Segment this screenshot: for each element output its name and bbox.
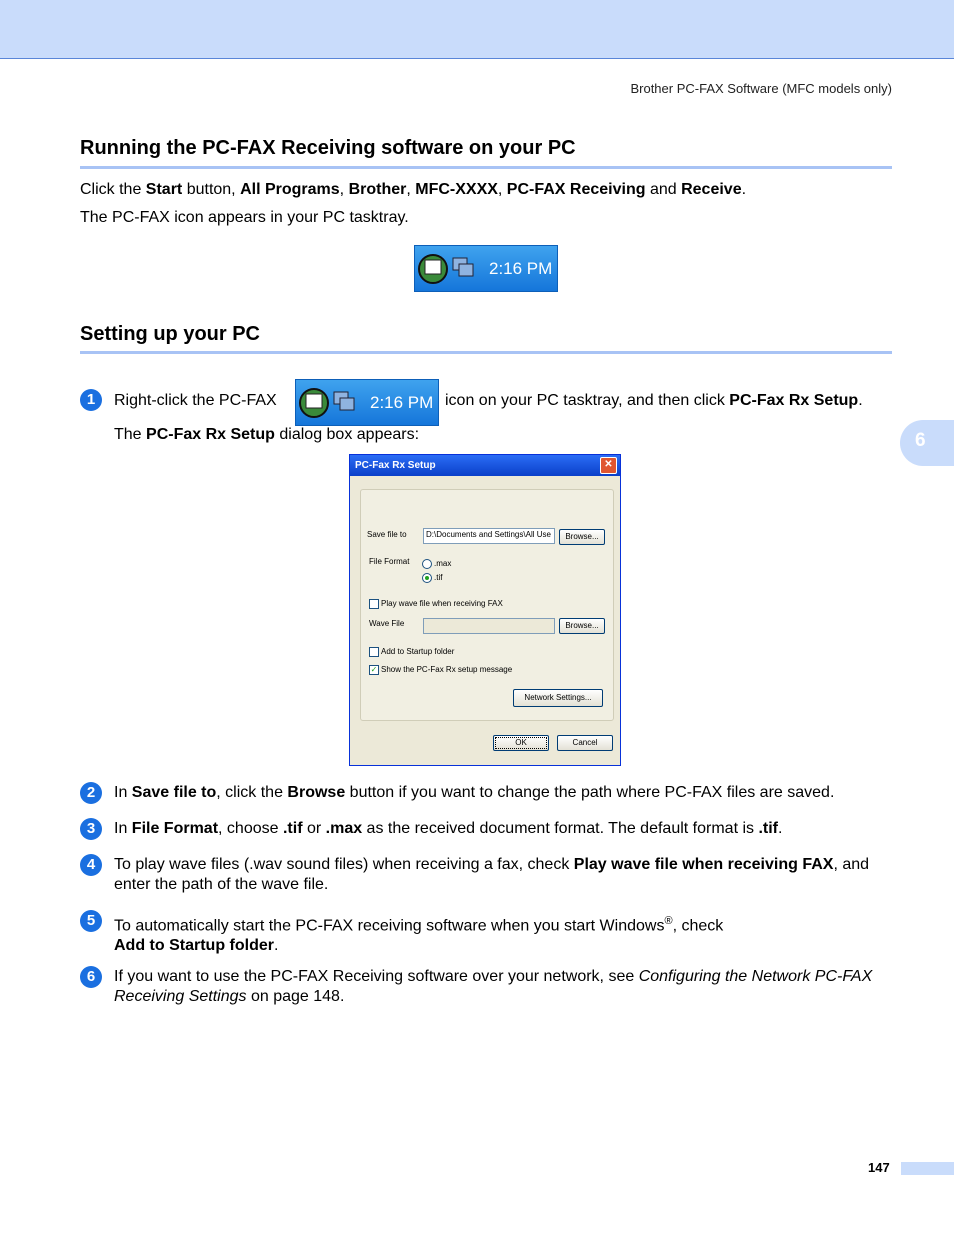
running-head: Brother PC-FAX Software (MFC models only) [630, 81, 892, 96]
text-run: .max [325, 820, 363, 837]
step-text [114, 783, 894, 803]
step-number: 5 [80, 910, 102, 932]
radio-max[interactable] [422, 559, 432, 569]
browse-wave-button[interactable]: Browse... [559, 618, 605, 634]
step-text [114, 967, 894, 1007]
text-run: File Format [131, 820, 219, 837]
text-run: PC-Fax Rx Setup [729, 392, 859, 409]
ok-button[interactable]: OK [493, 735, 549, 751]
tasktray-image [295, 379, 439, 426]
text-run: , click the [216, 784, 288, 801]
dialog-title: PC-Fax Rx Setup [355, 460, 436, 471]
show-message-label: Show the PC-Fax Rx setup message [381, 665, 513, 674]
text-run: , check [672, 917, 724, 935]
pc-fax-icon [417, 252, 477, 286]
text-run: icon on your PC tasktray, and then click [445, 392, 730, 409]
step-text [114, 855, 894, 895]
step-number: 1 [80, 389, 102, 411]
text-run: In [114, 784, 132, 801]
text-run: MFC-XXXX [415, 181, 498, 198]
text-run: button if you want to change the path where PC-FAX files are saved. [345, 784, 835, 801]
text-run: Receive [681, 181, 742, 198]
text-run: Configuring the Network PC-FAX Receiving Settings [114, 968, 873, 1005]
play-wave-checkbox[interactable] [369, 599, 379, 609]
text-run: All Programs [240, 181, 340, 198]
text-run: . [741, 181, 747, 198]
step-text [114, 819, 894, 839]
tasktray-note: The PC-FAX icon appears in your PC tasktray. [80, 209, 409, 226]
step-number: 4 [80, 854, 102, 876]
text-run: , choose [218, 820, 283, 837]
text-run: dialog box appears: [274, 426, 420, 443]
save-file-label: Save file to [367, 530, 407, 539]
step-number: 3 [80, 818, 102, 840]
text-run: as the received document format. The default format is [362, 820, 759, 837]
text-run: . [273, 937, 279, 955]
radio-tif[interactable] [422, 573, 432, 583]
section-title-running: Running the PC-FAX Receiving software on your PC [80, 137, 576, 159]
text-run: The [114, 426, 147, 443]
text-run: To play wave files (.wav sound files) when receiving a fax, check [114, 856, 574, 873]
tray-clock: 2:16 PM [370, 393, 434, 412]
show-message-checkbox[interactable]: ✓ [370, 665, 378, 674]
text-run: To automatically start the PC-FAX receiving software when you start Windows [114, 917, 665, 935]
text-run: ® [664, 915, 673, 927]
dialog-titlebar [350, 455, 620, 476]
section-title-setup: Setting up your PC [80, 323, 260, 345]
browse-save-button[interactable]: Browse... [559, 529, 605, 545]
network-settings-button[interactable]: Network Settings... [513, 689, 603, 707]
text-run: In [114, 820, 132, 837]
step-text [114, 911, 814, 956]
text-run: on page 148. [246, 988, 345, 1005]
wave-file-label: Wave File [369, 619, 405, 628]
page-bar [901, 1162, 954, 1175]
text-run: Brother [348, 181, 407, 198]
text-run: Add to Startup folder [114, 937, 274, 955]
play-wave-label: Play wave file when receiving FAX [381, 599, 503, 608]
cancel-button[interactable]: Cancel [557, 735, 613, 751]
chapter-number: 6 [915, 430, 926, 451]
step-number: 2 [80, 782, 102, 804]
text-run: , [339, 181, 349, 198]
text-run: Right-click the PC-FAX [114, 392, 277, 409]
file-format-label: File Format [369, 557, 410, 566]
pc-fax-icon [298, 386, 358, 420]
text-run: If you want to use the PC-FAX Receiving software over your network, see [114, 968, 639, 985]
page-number: 147 [868, 1160, 890, 1175]
text-run: , and enter the path of the wave file. [114, 856, 870, 893]
text-run: . [778, 820, 783, 837]
save-file-input[interactable]: D:\Documents and Settings\All Use [423, 528, 555, 544]
startup-checkbox[interactable] [369, 647, 379, 657]
step-text-cont [445, 391, 863, 411]
tray-clock: 2:16 PM [489, 259, 553, 278]
wave-file-input[interactable] [423, 618, 555, 634]
close-icon[interactable]: ✕ [600, 457, 617, 474]
text-run: . [858, 392, 863, 409]
text-run: .tif [758, 820, 778, 837]
pc-fax-rx-setup-dialog [349, 454, 621, 766]
step-subtext [114, 425, 419, 445]
text-run: Play wave file when receiving FAX [573, 856, 834, 873]
tasktray-image [414, 245, 558, 292]
text-run: Browse [287, 784, 346, 801]
text-run: button, [182, 181, 241, 198]
startup-label: Add to Startup folder [381, 647, 455, 656]
text-run: , [406, 181, 416, 198]
top-band [0, 0, 954, 59]
text-run: , [497, 181, 507, 198]
section-rule [80, 351, 892, 354]
section-rule [80, 166, 892, 169]
text-run: Click the [80, 181, 146, 198]
radio-max-label: .max [434, 559, 452, 568]
radio-tif-label: .tif [434, 573, 443, 582]
chapter-tab [900, 420, 954, 466]
text-run: PC-Fax Rx Setup [146, 426, 275, 443]
step-number: 6 [80, 966, 102, 988]
text-run: Save file to [131, 784, 217, 801]
text-run: or [302, 820, 326, 837]
dialog-panel [360, 489, 614, 721]
text-run: .tif [282, 820, 303, 837]
text-run: Start [145, 181, 183, 198]
intro-line [80, 180, 746, 200]
text-run: and [645, 181, 682, 198]
text-run: PC-FAX Receiving [506, 181, 646, 198]
